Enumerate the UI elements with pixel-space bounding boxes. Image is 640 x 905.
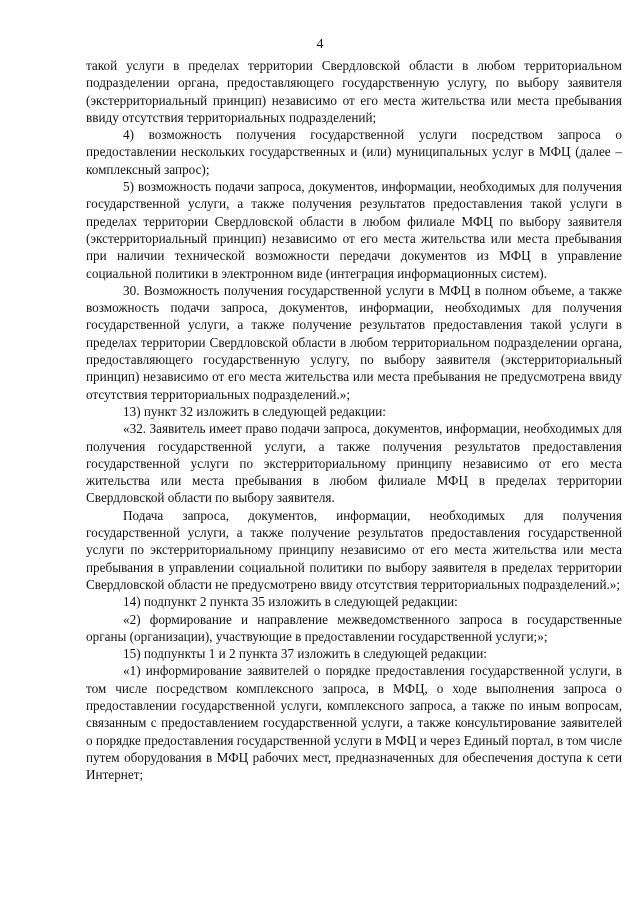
paragraph-amendment-14: 14) подпункт 2 пункта 35 изложить в следующей редакции: bbox=[123, 594, 458, 610]
paragraph-item-4: 4) возможность получения государственной услуги посредством запроса о предоставлении нескольких государственных и (или) муниципальных услуг в МФЦ (далее – комплексный запрос); bbox=[86, 127, 622, 177]
paragraph-item-5: 5) возможность подачи запроса, документов, информации, необходимых для получения государственной услуги, а также получения результатов предоставления такой услуги в пределах территории Свердловской области в любом филиале МФЦ по выбору заявителя (экстерриториальный принцип) независимо от его места жительства или места пребывания при наличии технической возможности передачи документов из МФЦ в управление социальной политики в электронном виде (интеграция информационных систем). bbox=[86, 179, 622, 281]
document-body bbox=[86, 57, 622, 783]
paragraph-subclause-1: «1) информирование заявителей о порядке предоставления государственной услуги, в том числе посредством комплексного запроса, в МФЦ, о ходе выполнения запроса о предоставлении государственной услуги, комплексного запроса, а также по иным вопросам, связанным с предоставлением государственной услуги, а также консультирование заявителей о порядке предоставления государственной услуги в МФЦ и через Единый портал, в том числе путем оборудования в МФЦ рабочих мест, предназначенных для обеспечения доступа к сети Интернет; bbox=[86, 663, 622, 783]
paragraph-subclause-2: «2) формирование и направление межведомственного запроса в государственные органы (организации), участвующие в предоставлении государственной услуги;»; bbox=[86, 611, 622, 644]
paragraph-amendment-15: 15) подпункты 1 и 2 пункта 37 изложить в следующей редакции: bbox=[123, 646, 487, 662]
paragraph-clause-32-part-2: Подача запроса, документов, информации, необходимых для получения государственной услуги, а также получение результатов предоставления государственной услуги по экстерриториальному принципу независимо от его места жительства или места пребывания в управлении социальной политики по выбору заявителя в пределах территории Свердловской области не предусмотрено ввиду отсутствия территориальных подразделений.»; bbox=[86, 507, 622, 592]
paragraph-clause-30: 30. Возможность получения государственной услуги в МФЦ в полном объеме, а также возможность подачи запроса, документов, информации, необходимых для получения государственной услуги, а также получение результатов предоставления такой услуги в пределах территории Свердловской области в любом территориальном подразделении органа, предоставляющего государственную услугу, по выбору заявителя (экстерриториальный принцип) независимо от его места жительства или места пребывания не предусмотрена ввиду отсутствия территориальных подразделений.»; bbox=[86, 282, 622, 402]
paragraph-amendment-13: 13) пункт 32 изложить в следующей редакции: bbox=[123, 403, 386, 419]
paragraph-clause-32: «32. Заявитель имеет право подачи запроса, документов, информации, необходимых для получения государственной услуги, а также получения результатов предоставления государственной услуги по экстерриториальному принципу независимо от его места жительства или места пребывания в любом филиале МФЦ в пределах территории Свердловской области по выбору заявителя. bbox=[86, 421, 622, 506]
paragraph-continuation: такой услуги в пределах территории Свердловской области в любом территориальном подразделении органа, предоставляющего государственную услугу, по выбору заявителя (экстерриториальный принцип) независимо от его места жительства или места пребывания ввиду отсутствия территориальных подразделений; bbox=[86, 58, 622, 125]
page-number: 4 bbox=[316, 37, 324, 52]
